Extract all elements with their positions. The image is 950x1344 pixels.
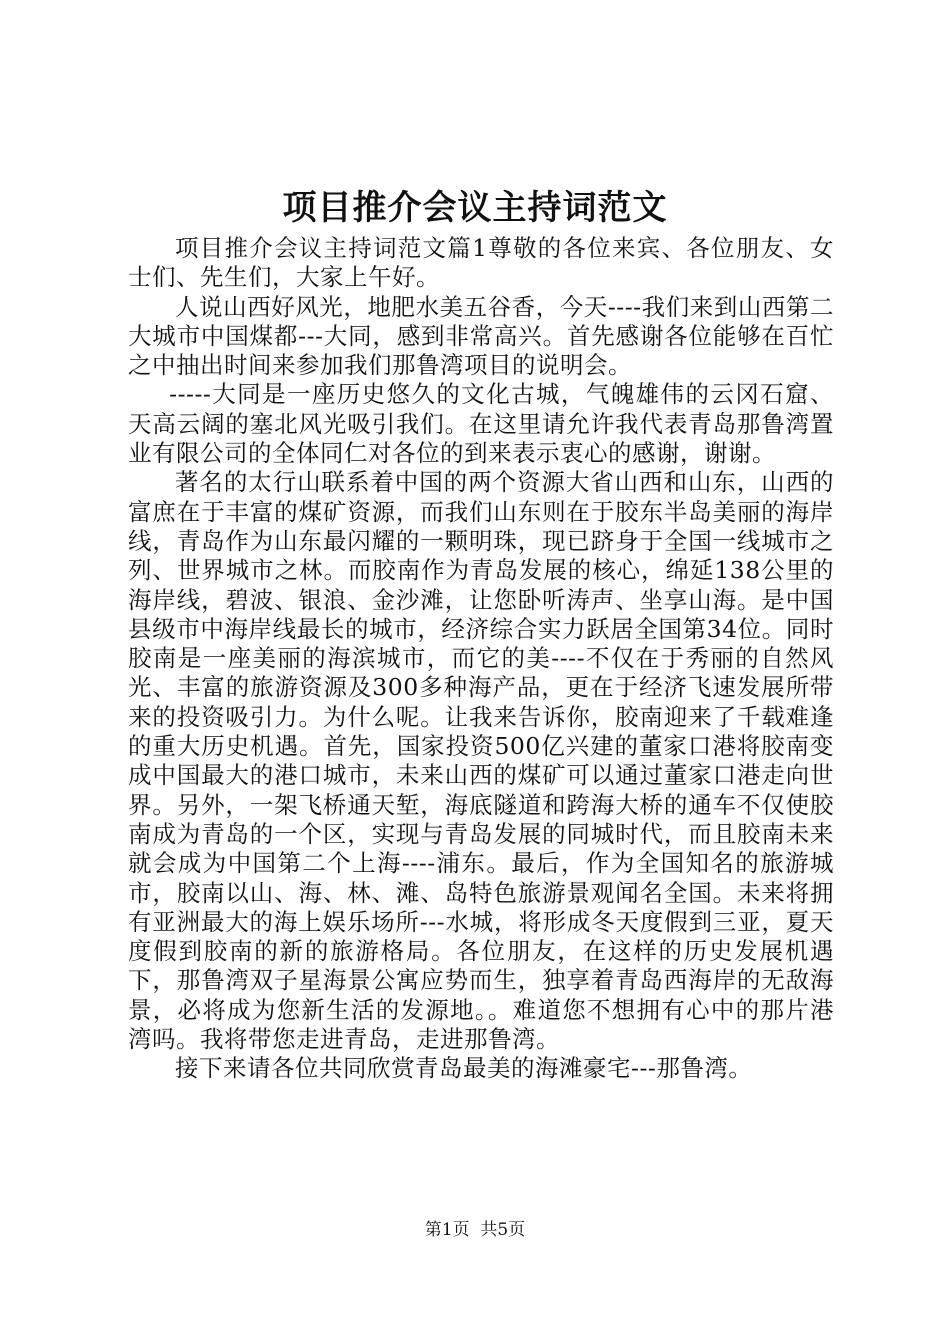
page-footer [0,1218,950,1242]
paragraph-5: 接下来请各位共同欣赏青岛最美的海滩豪宅---那鲁湾。 [175,1054,753,1083]
paragraph-2: 人说山西好风光，地肥水美五谷香，今天----我们来到山西第二大城市中国煤都---大同，感到非常高兴。首先感谢各位能够在百忙之中抽出时间来参加我们那鲁湾项目的说明会。 [128,292,834,380]
document-body [128,234,834,1084]
paragraph-3: -----大同是一座历史悠久的文化古城，气魄雄伟的云冈石窟、天高云阔的塞北风光吸引我们。在这里请允许我代表青岛那鲁湾置业有限公司的全体同仁对各位的到来表示衷心的感谢，谢谢。 [128,380,834,468]
paragraph-4: 著名的太行山联系着中国的两个资源大省山西和山东，山西的富庶在于丰富的煤矿资源，而我们山东则在于胶东半岛美丽的海岸线，青岛作为山东最闪耀的一颗明珠，现已跻身于全国一线城市之列、世界城市之林。而胶南作为青岛发展的核心，绵延138公里的海岸线，碧波、银浪、金沙滩，让您卧听涛声、坐享山海。是中国县级市中海岸线最长的城市，经济综合实力跃居全国第34位。同时胶南是一座美丽的海滨城市，而它的美----不仅在于秀丽的自然风光、丰富的旅游资源及300多种海产品，更在于经济飞速发展所带来的投资吸引力。为什么呢。让我来告诉你，胶南迎来了千载难逢的重大历史机遇。首先，国家投资500亿兴建的董家口港将胶南变成中国最大的港口城市，未来山西的煤矿可以通过董家口港走向世界。另外，一架飞桥通天堑，海底隧道和跨海大桥的通车不仅使胶南成为青岛的一个区，实现与青岛发展的同城时代，而且胶南未来就会成为中国第二个上海----浦东。最后，作为全国知名的旅游城市，胶南以山、海、林、滩、岛特色旅游景观闻名全国。未来将拥有亚洲最大的海上娱乐场所---水城，将形成冬天度假到三亚，夏天度假到胶南的新的旅游格局。各位朋友，在这样的历史发展机遇下，那鲁湾双子星海景公寓应势而生，独享着青岛西海岸的无敌海景，必将成为您新生活的发源地。。难道您不想拥有心中的那片港湾吗。我将带您走进青岛，走进那鲁湾。 [128,468,834,1054]
document-title: 项目推介会议主持词范文 [282,188,668,228]
paragraph-1: 项目推介会议主持词范文篇1尊敬的各位来宾、各位朋友、女士们、先生们，大家上午好。 [128,234,834,292]
page-total: 共5页 [480,1220,526,1240]
page-number: 第1页 [424,1220,470,1240]
